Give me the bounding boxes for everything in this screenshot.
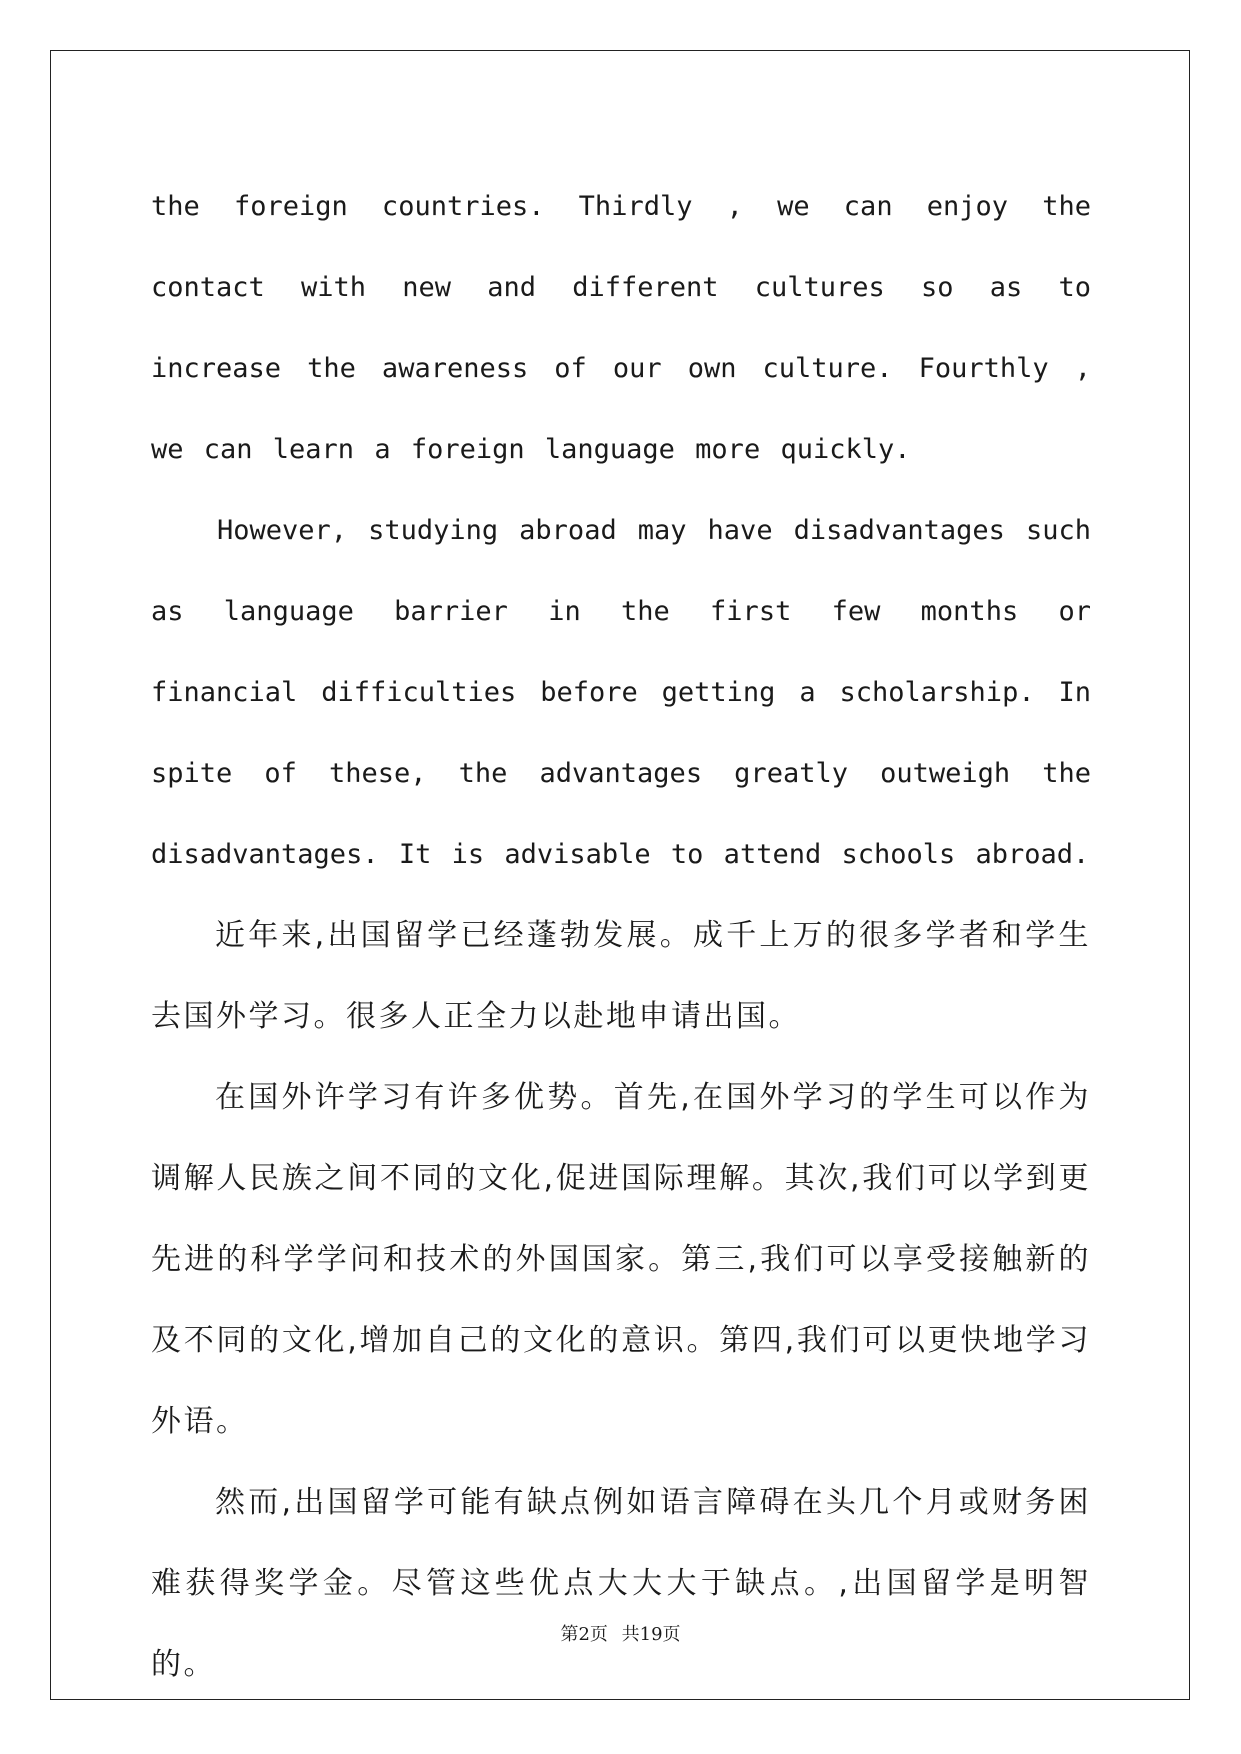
page-footer bbox=[0, 1620, 1241, 1646]
paragraph-en-2: However, studying abroad may have disadvantages such as language barrier in the first few months or financial difficulties before getting a scholarship. In spite of these, the advantages greatly outweigh the disadvantages. It is advisable to attend schools abroad. bbox=[151, 515, 1091, 870]
paragraph-zh-2: 在国外许学习有许多优势。首先,在国外学习的学生可以作为调解人民族之间不同的文化,促进国际理解。其次,我们可以学到更先进的科学学问和技术的外国国家。第三,我们可以享受接触新的及不同的文化,增加自己的文化的意识。第四,我们可以更快地学习外语。 bbox=[151, 1080, 1091, 1439]
page-number: 第2页 bbox=[560, 1624, 608, 1645]
paragraph-en-1: the foreign countries. Thirdly , we can enjoy the contact with new and different cultures so as to increase the awareness of our own culture. Fourthly , we can learn a foreign language more quickly. bbox=[151, 191, 1091, 465]
document-body bbox=[151, 166, 1091, 1705]
page-total: 共19页 bbox=[621, 1624, 681, 1645]
paragraph-zh-3: 然而,出国留学可能有缺点例如语言障碍在头几个月或财务困难获得奖学金。尽管这些优点大大大于缺点。,出国留学是明智的。 bbox=[151, 1485, 1091, 1682]
paragraph-zh-1: 近年来,出国留学已经蓬勃发展。成千上万的很多学者和学生去国外学习。很多人正全力以赴地申请出国。 bbox=[151, 918, 1091, 1034]
